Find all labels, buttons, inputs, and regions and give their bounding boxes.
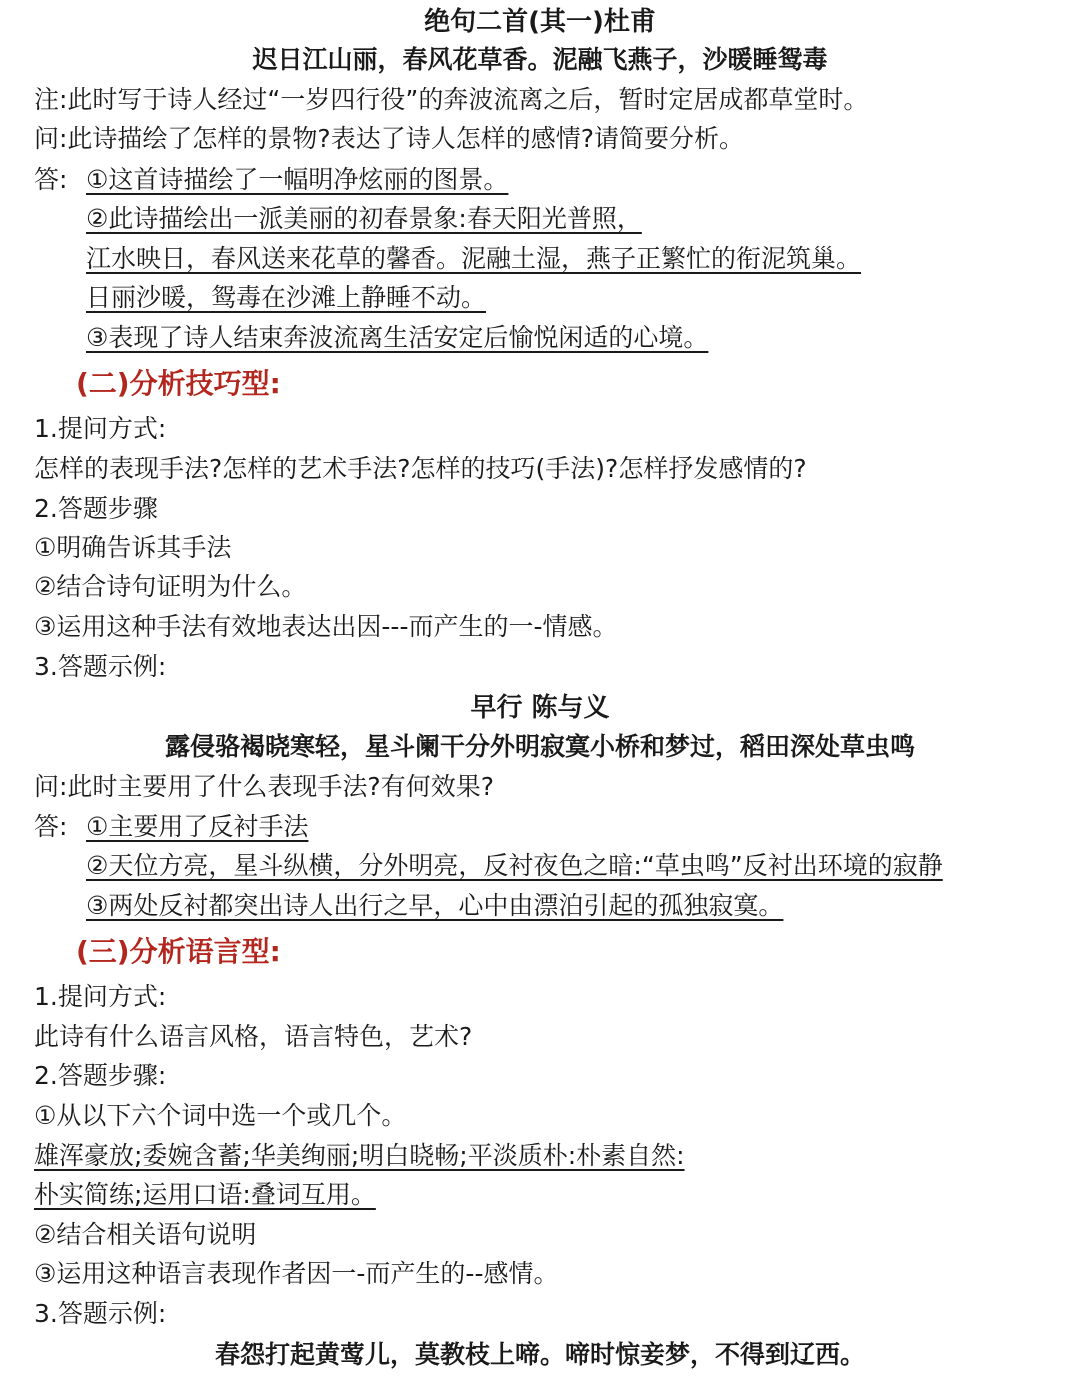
poem-note: 注:此时写于诗人经过“一岁四行役”的奔波流离之后，暂时定居成都草堂时。 bbox=[34, 85, 869, 114]
question-text: 问:此诗描绘了怎样的景物?表达了诗人怎样的感情?请简要分析。 bbox=[34, 124, 744, 153]
answer-item-text: ③两处反衬都突出诗人出行之早，心中由漂泊引起的孤独寂寞。 bbox=[86, 891, 784, 920]
step-item: ②结合诗句证明为什么。 bbox=[34, 572, 307, 601]
poem-verse: 迟日江山丽，春风花草香。泥融飞燕子，沙暖睡鸳毒 bbox=[252, 45, 828, 74]
example-poem-title: 早行 陈与义 bbox=[470, 693, 610, 723]
step-item: ③运用这种语言表现作者因一-而产生的--感情。 bbox=[34, 1259, 559, 1288]
answer-item-text: 江水映日，春风送来花草的馨香。泥融土湿，燕子正繁忙的衔泥筑巢。 bbox=[86, 244, 862, 273]
subsection-title: 1.提问方式: bbox=[34, 982, 167, 1011]
section-heading: (三)分析语言型: bbox=[76, 935, 281, 968]
answer-item: ①这首诗描绘了一幅明净炫丽的图景。 bbox=[86, 165, 509, 194]
step-item: ②结合相关语句说明 bbox=[34, 1220, 257, 1249]
example-poem-verse: 露侵骆褐晓寒轻，星斗阑干分外明寂寞小桥和梦过，稻田深处草虫鸣 bbox=[164, 732, 915, 761]
subsection-title: 1.提问方式: bbox=[34, 414, 167, 443]
answer-item bbox=[86, 846, 1050, 886]
subsection-title: 2.答题步骤 bbox=[34, 494, 158, 523]
style-words-line bbox=[34, 1136, 1050, 1176]
answer-item: ①主要用了反衬手法 bbox=[86, 812, 309, 841]
answer-label: 答: bbox=[34, 165, 68, 194]
answer-row bbox=[34, 160, 1050, 200]
answer-label: 答: bbox=[34, 812, 68, 841]
answer-item bbox=[86, 239, 1050, 279]
question-way-text: 怎样的表现手法?怎样的艺术手法?怎样的技巧(手法)?怎样抒发感情的? bbox=[34, 454, 807, 483]
answer-item-text: ②天位方亮，星斗纵横，分外明亮，反衬夜色之暗:“草虫鸣”反衬出环境的寂静 bbox=[86, 851, 943, 880]
poem-title: 绝句二首(其一)杜甫 bbox=[424, 7, 656, 37]
subsection-title: 2.答题步骤: bbox=[34, 1061, 167, 1090]
example-verse: 春怨打起黄莺儿，莫教枝上啼。啼时惊妾梦，不得到辽西。 bbox=[214, 1340, 865, 1369]
answer-item bbox=[86, 318, 1050, 358]
section-heading: (二)分析技巧型: bbox=[76, 367, 281, 400]
style-words-text: 朴实简练;运用口语:叠词互用。 bbox=[34, 1180, 376, 1209]
subsection-title: 3.答题示例: bbox=[34, 652, 167, 681]
answer-item-text: 日丽沙暖，鸳毒在沙滩上静睡不动。 bbox=[86, 283, 487, 312]
step-item: ①从以下六个词中选一个或几个。 bbox=[34, 1101, 407, 1130]
style-words-line bbox=[34, 1175, 1050, 1215]
style-words-text: 雄浑豪放;委婉含蓄;华美绚丽;明白晓畅;平淡质朴:朴素自然: bbox=[34, 1141, 685, 1170]
answer-item bbox=[86, 278, 1050, 318]
answer-row bbox=[34, 807, 1050, 847]
question-text: 问:此时主要用了什么表现手法?有何效果? bbox=[34, 772, 494, 801]
step-item: ③运用这种手法有效地表达出因---而产生的一-情感。 bbox=[34, 612, 618, 641]
answer-item bbox=[86, 199, 1050, 239]
answer-item-text: ③表现了诗人结束奔波流离生活安定后愉悦闲适的心境。 bbox=[86, 323, 709, 352]
answer-item bbox=[86, 886, 1050, 926]
step-item: ①明确告诉其手法 bbox=[34, 533, 232, 562]
subsection-title: 3.答题示例: bbox=[34, 1299, 167, 1328]
question-way-text: 此诗有什么语言风格，语言特色，艺术? bbox=[34, 1022, 473, 1051]
answer-item-text: ②此诗描绘出一派美丽的初春景象:春天阳光普照， bbox=[86, 204, 642, 233]
